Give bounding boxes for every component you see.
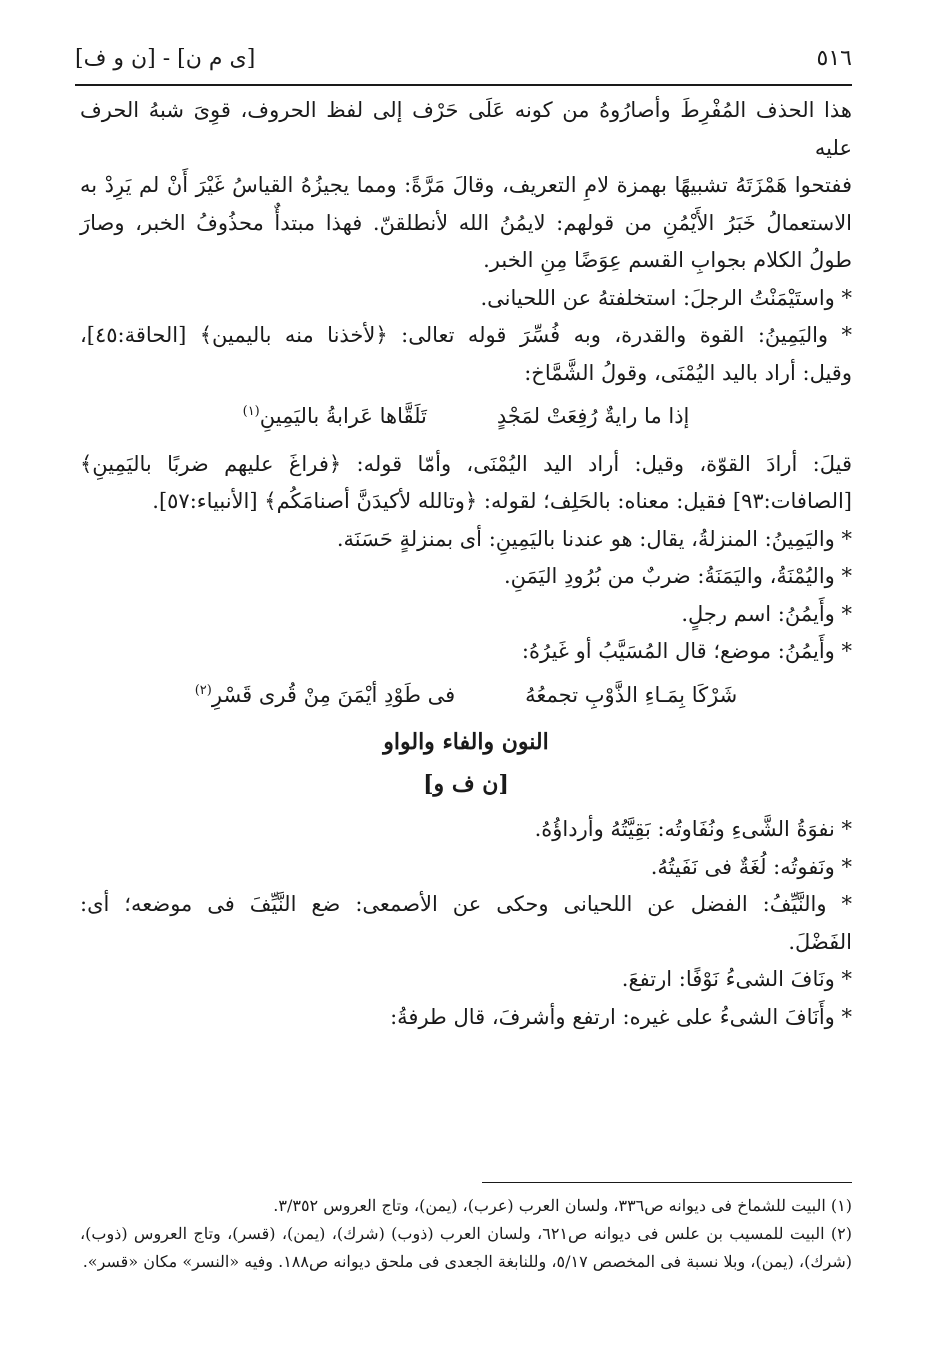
verse-hemistich-left: فى طَوْدِ أيْمَنَ مِنْ قُرى قَسْرِ(٢) (195, 677, 455, 715)
section-title: النون والفاء والواو (383, 729, 549, 755)
entry-manzila: * واليَمِينُ: المنزلةُ، يقال: هو عندنا باليَمِينِ: أى بمنزلةٍ حَسَنَة. (336, 526, 852, 551)
entry-aymun-name: * وأَيمُنُ: اسم رجلٍ. (681, 601, 852, 626)
footnote-2: (٢) البيت للمسيب بن علس فى ديوانه ص٦٢١، ولسان العرب (ذوب) (شرك)، (يمن)، (قسر)، وتاج العروس (ذوب)، (شرك)، (يمن)، وبلا نسبة فى المخصص ٥/١٧، وللنابغة الجعدى فى ملحق ديوانه ص١٨٨. وفيه «النسر» مكان «قسر». (80, 1224, 852, 1271)
page-header (75, 38, 852, 78)
text-line: الاستعمالُ خَبَرُ الأَيْمُنِ من قولهم: لايمُنُ الله لأنطلقنّ. فهذا مبتدأٌ محذُوفُ الخبر، وصارَ (80, 210, 852, 235)
text-line: ففتحوا هَمْزَتَهُ تشبيهًا بهمزة لامِ التعريف، وقالَ مَرَّةً: ومما يجيزُهُ القياسُ غَيْرَ أَنْ لم يَرِدْ به (80, 173, 852, 197)
root-title: [ن ف و] (423, 770, 509, 797)
header-rule (75, 84, 852, 86)
footnotes (80, 1192, 852, 1276)
entry-nafwtuh: * ونَفوتُه: لُغَةٌ فى نَفَيتُهُ. (650, 854, 852, 879)
footnote-rule (482, 1182, 852, 1183)
text-line: طولُ الكلام بجوابِ القسم عِوَضًا مِنِ الخبر. (483, 248, 852, 272)
entry-nayyif-line1: * والنَّيِّفُ: الفضل عن اللحيانى وحكى عن الأصمعى: ضع النَّيِّفَ فى موضعه؛ أى: (80, 892, 852, 916)
verse-hemistich-left: تَلَقَّاها عَرابةُ باليَمِينِ(١) (243, 398, 427, 436)
entry-quwwa-line1: قيلَ: أرادَ القوّة، وقيل: أراد اليد اليُمْنَى، وأمّا قوله: ﴿فراغَ عليهم ضربًا باليَمِينِ﴾ (80, 451, 852, 476)
main-text (80, 92, 852, 1036)
entry-anaf: * وأَنَافَ الشىءُ على غيره: ارتفع وأشرفَ، قال طرفةُ: (390, 1004, 852, 1029)
verse-musayyab (80, 677, 852, 715)
text-line: هذا الحذف المُفْرِطَ وأصارُوهُ من كونه عَلَى حَرْف إلى لفظ الحروف، قوِىَ شبهُ الحرف عليه (80, 98, 852, 160)
page-number: ٥١٦ (816, 45, 852, 71)
entry-quwwa-line2: [الصافات:٩٣] فقيل: معناه: بالحَلِف؛ لقوله: ﴿وتالله لأكيدَنَّ أصنامَكُم﴾ [الأنبياء:٥٧]. (152, 489, 852, 513)
entry-yumna: * واليُمْنَةُ، واليَمَنَةُ: ضربٌ من بُرُودِ اليَمَنِ. (503, 564, 852, 588)
entry-istaymant: * واستَيْمَنْتُ الرجلَ: استخلفتهُ عن اللحيانى. (480, 285, 852, 310)
verse-text: تَلَقَّاها عَرابةُ باليَمِينِ (259, 404, 427, 428)
entry-yamin-line2: وقيل: أراد باليد اليُمْنَى، وقولُ الشَّمَّاخ: (524, 360, 852, 385)
verse-hemistich-right: إذا ما رايةٌ رُفِعَتْ لمَجْدٍ (496, 404, 690, 428)
footnote-1: (١) البيت للشماخ فى ديوانه ص٣٣٦، ولسان العرب (عرب)، (يمن)، وتاج العروس ٣/٣٥٢. (273, 1196, 852, 1215)
entry-aymun-place: * وأَيمُنُ: موضع؛ قال المُسَيَّبُ أو غَيرُهُ: (521, 639, 852, 663)
entry-nayyif-line2: الفَضْلَ. (788, 929, 852, 954)
entry-naf: * ونَافَ الشىءُ نَوْفًا: ارتفعَ. (621, 967, 852, 991)
running-head: [ى م ن] - [ن و ف] (75, 45, 256, 71)
entry-nafwa: * نفوَةُ الشَّىءِ ونُفَاوتُه: بَقِيَّتُهُ وأرداؤُهُ. (534, 817, 852, 841)
verse-text: فى طَوْدِ أيْمَنَ مِنْ قُرى قَسْرِ (211, 682, 456, 707)
verse-shammakh (80, 398, 852, 436)
entry-yamin-line1: * واليَمِينُ: القوة والقدرة، وبه فُسِّرَ قوله تعالى: ﴿لأخذنا منه باليمين﴾ [الحاقة:٤٥]، (80, 323, 852, 347)
verse-hemistich-right: شَرْكَا بِمَـاءِ الذَّوْبِ تجمعُهُ (525, 682, 738, 707)
